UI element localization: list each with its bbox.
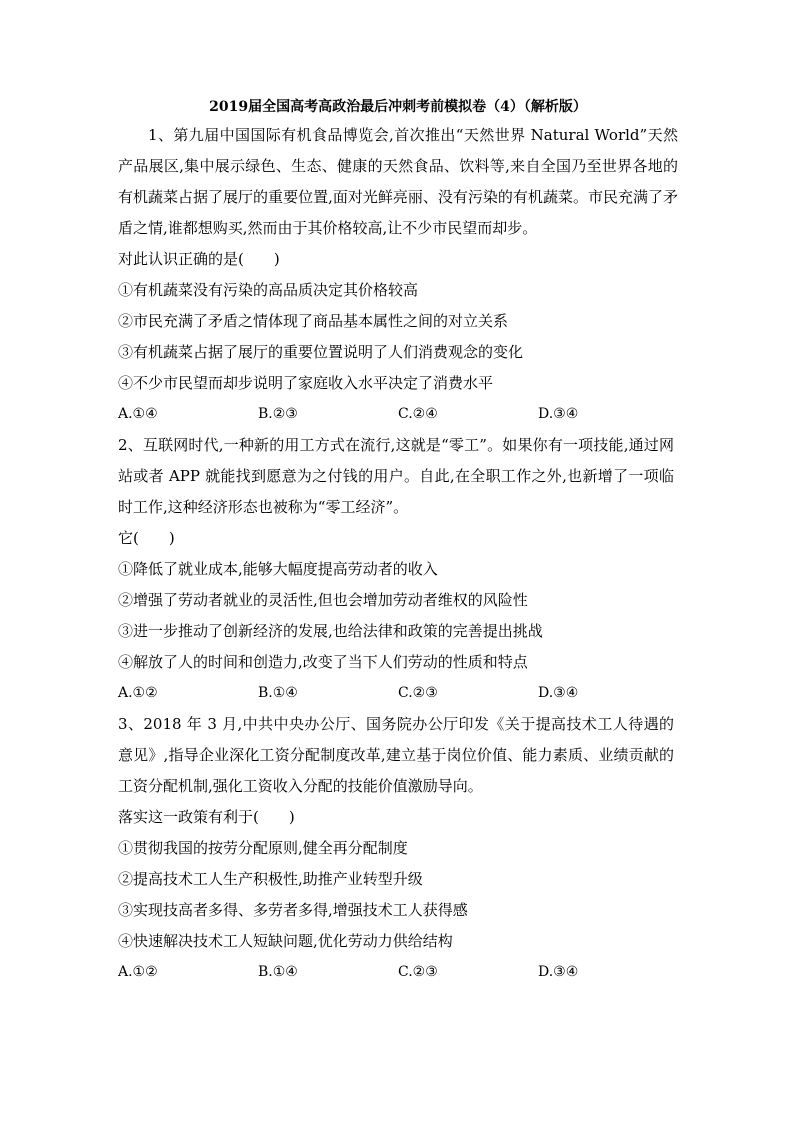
question-1-stem: 1、第九届中国国际有机食品博览会,首次推出“天然世界 Natural World”天然产品展区,集中展示绿色、生态、健康的天然食品、饮料等,来自全国乃至世界各地的有机蔬菜占据了展厅的重要位置,面对光鲜亮丽、没有污染的有机蔬菜。市民充满了矛盾之情,谁都想购买,然而由于其价格较高,让不少市民望而却步。 [118,126,678,237]
question-3-stem: 3、2018 年 3 月,中共中央办公厅、国务院办公厅印发《关于提高技术工人待遇的意见》,指导企业深化工资分配制度改革,建立基于岗位价值、能力素质、业绩贡献的工资分配机制,强化工资收入分配的技能价值激励导向。 [118,715,674,795]
question-2-stem: 2、互联网时代,一种新的用工方式在流行,这就是“零工”。如果你有一项技能,通过网站或者 APP 就能找到愿意为之付钱的用户。自此,在全职工作之外,也新增了一项临时工作,这种经济形态也被称为“零工经济”。 [118,436,674,516]
question-2-item-2: ②增强了劳动者就业的灵活性,但也会增加劳动者维权的风险性 [118,591,528,609]
question-3-option-d: D.③④ [538,964,579,980]
question-1-option-c: C.②④ [398,406,438,422]
document-title: 2019届全国高考高政治最后冲刺考前模拟卷（4）（解析版） [209,99,587,115]
question-1-option-b: B.②③ [258,406,298,422]
question-3-option-a: A.①② [118,964,158,980]
question-3-item-4: ④快速解决技术工人短缺问题,优化劳动力供给结构 [118,932,453,950]
question-2-option-d: D.③④ [538,685,579,701]
question-1-options [118,399,678,430]
question-3-prompt: 落实这一政策有利于( ) [118,808,295,826]
question-1-option-d: D.③④ [538,406,579,422]
question-2-option-c: C.②③ [398,685,438,701]
question-1-item-2: ②市民充满了矛盾之情体现了商品基本属性之间的对立关系 [118,312,509,330]
question-1 [118,120,678,430]
question-3-item-3: ③实现技高者多得、多劳者多得,增强技术工人获得感 [118,901,468,919]
question-2-option-b: B.①④ [258,685,298,701]
question-1-option-a: A.①④ [118,406,158,422]
question-2-prompt: 它( ) [118,529,175,547]
question-1-item-1: ①有机蔬菜没有污染的高品质决定其价格较高 [118,281,419,299]
question-3 [118,709,678,988]
question-2-item-1: ①降低了就业成本,能够大幅度提高劳动者的收入 [118,560,438,578]
question-3-option-c: C.②③ [398,964,438,980]
question-3-option-b: B.①④ [258,964,298,980]
question-3-item-2: ②提高技术工人生产积极性,助推产业转型升级 [118,870,423,888]
question-1-item-3: ③有机蔬菜占据了展厅的重要位置说明了人们消费观念的变化 [118,343,524,361]
question-2-option-a: A.①② [118,685,158,701]
question-2-options [118,678,678,709]
question-2 [118,430,678,709]
question-3-item-1: ①贯彻我国的按劳分配原则,健全再分配制度 [118,839,408,857]
question-1-prompt: 对此认识正确的是( ) [118,250,280,268]
document-page [118,96,678,988]
question-2-item-4: ④解放了人的时间和创造力,改变了当下人们劳动的性质和特点 [118,653,528,671]
question-1-item-4: ④不少市民望而却步说明了家庭收入水平决定了消费水平 [118,374,494,392]
question-3-options [118,957,678,988]
question-2-item-3: ③进一步推动了创新经济的发展,也给法律和政策的完善提出挑战 [118,622,543,640]
